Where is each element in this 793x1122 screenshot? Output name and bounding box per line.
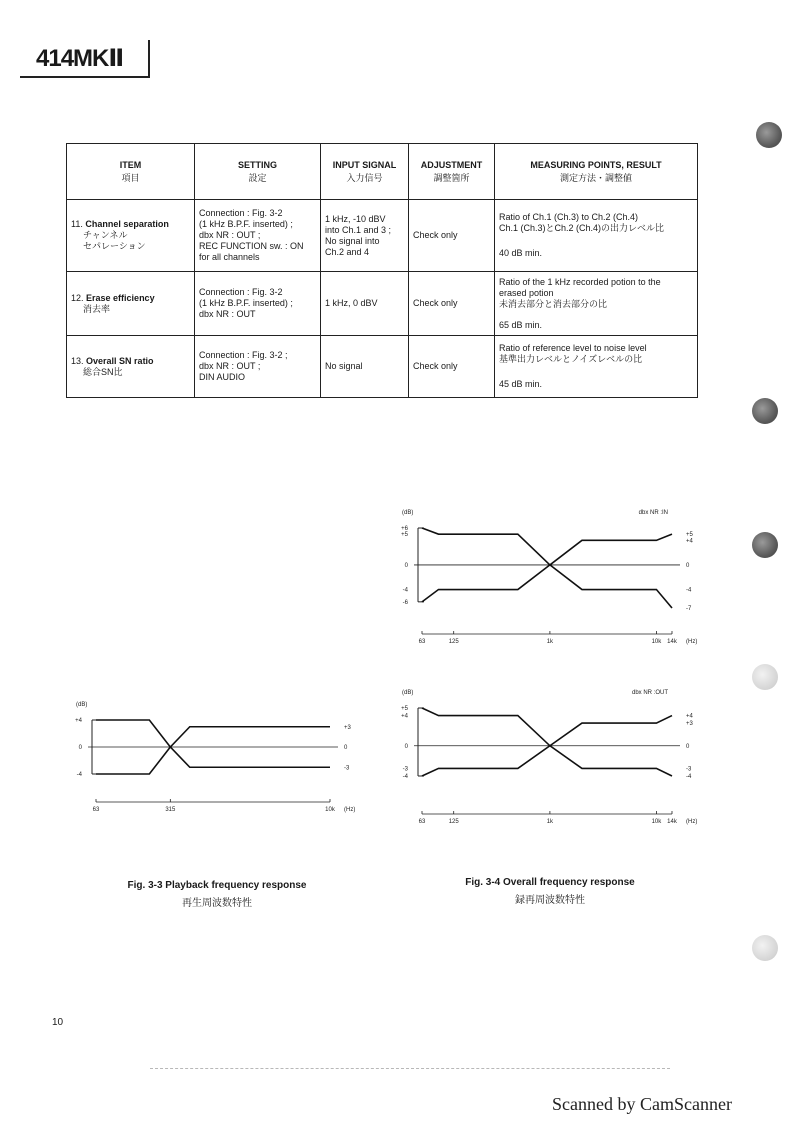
series-line-upper-limit [422, 528, 672, 565]
y-tick-label-left: -4 [402, 587, 408, 594]
y-tick-label-right: -3 [344, 765, 350, 772]
chart-legend-label: dbx NR :IN [638, 510, 668, 516]
y-tick-label-left: -6 [402, 599, 408, 606]
input-signal-cell: 1 kHz, -10 dBV into Ch.1 and 3 ; No signal into Ch.2 and 4 [321, 200, 409, 272]
table-row [67, 336, 698, 398]
item-cell: 11. Channel separation チャンネル セパレーション [67, 200, 195, 272]
y-tick-label-right: +4 [686, 713, 693, 720]
y-tick-label-left: 0 [404, 562, 408, 569]
adjustment-cell: Check only [409, 272, 495, 336]
y-tick-label-right: -3 [686, 766, 692, 773]
chart-legend-label: dbx NR :OUT [631, 690, 668, 696]
punch-hole-2 [752, 398, 778, 424]
x-tick-label: 315 [165, 807, 176, 813]
x-tick-label: 1k [546, 639, 554, 645]
x-tick-label: 63 [92, 807, 100, 813]
item-cell: 12. Erase efficiency 消去率 [67, 272, 195, 336]
chart-svg [60, 698, 380, 828]
y-axis-unit-label: (dB) [402, 690, 414, 696]
header-measuring-points: MEASURING POINTS, RESULT 測定方法・調整値 [495, 144, 698, 200]
y-tick-label-left: -3 [402, 766, 408, 773]
chart-svg [380, 682, 710, 832]
spec-table [66, 143, 698, 398]
header-adjustment: ADJUSTMENT 調整箇所 [409, 144, 495, 200]
table-row [67, 272, 698, 336]
y-tick-label-left: +4 [401, 713, 408, 720]
header-rule [20, 76, 150, 78]
y-tick-label-left: 0 [404, 743, 408, 750]
setting-cell: Connection : Fig. 3-2 (1 kHz B.P.F. inserted) ; dbx NR : OUT [195, 272, 321, 336]
page-number: 10 [52, 1017, 64, 1028]
punch-hole-4 [752, 664, 778, 690]
series-line-upper-limit [96, 720, 330, 747]
x-axis-unit-label: (Hz) [344, 807, 356, 813]
adjustment-cell: Check only [409, 336, 495, 398]
result-cell: Ratio of Ch.1 (Ch.3) to Ch.2 (Ch.4) Ch.1 (Ch.3)とCh.2 (Ch.4)の出力レベル比 40 dB min. [495, 200, 698, 272]
result-cell: Ratio of the 1 kHz recorded potion to the erased potion 未消去部分と消去部分の比 65 dB min. [495, 272, 698, 336]
y-axis-unit-label: (dB) [402, 510, 414, 516]
header-item: ITEM 項目 [67, 144, 195, 200]
y-tick-label-right: +5 [686, 532, 693, 539]
chart-playback-response [60, 698, 380, 828]
caption-fig-3-4: Fig. 3-4 Overall frequency response 録再周波数特性 [465, 877, 635, 906]
punch-hole-5 [752, 935, 778, 961]
y-tick-label-right: 0 [686, 562, 690, 569]
result-cell: Ratio of reference level to noise level 基準出力レベルとノイズレベルの比 45 dB min. [495, 336, 698, 398]
x-tick-label: 14k [667, 639, 677, 645]
x-axis-unit-label: (Hz) [686, 639, 698, 645]
chart-svg [380, 500, 710, 656]
x-tick-label: 125 [448, 819, 459, 825]
adjustment-cell: Check only [409, 200, 495, 272]
table-header-row [67, 144, 698, 200]
model-title: 414MKⅡ [36, 45, 124, 72]
setting-cell: Connection : Fig. 3-2 (1 kHz B.P.F. inserted) ; dbx NR : OUT ; REC FUNCTION sw. : ON for all channels [195, 200, 321, 272]
x-tick-label: 10k [325, 807, 335, 813]
header-setting: SETTING 設定 [195, 144, 321, 200]
series-line-lower-limit [422, 746, 672, 776]
header-vertical-rule [148, 40, 150, 78]
x-tick-label: 63 [418, 819, 426, 825]
y-axis-unit-label: (dB) [76, 702, 88, 708]
y-tick-label-left: 0 [78, 745, 82, 751]
y-tick-label-right: +3 [686, 721, 693, 728]
chart-overall-response-nr-in [380, 500, 710, 656]
y-tick-label-right: +4 [686, 538, 693, 545]
y-tick-label-left: +6 [401, 526, 408, 532]
caption-fig-3-3: Fig. 3-3 Playback frequency response 再生周波数特性 [127, 880, 307, 909]
y-tick-label-left: -4 [402, 774, 408, 780]
y-tick-label-right: -4 [686, 587, 692, 594]
y-tick-label-right: -7 [686, 606, 692, 612]
y-tick-label-right: +3 [344, 724, 351, 731]
series-line-lower-limit [422, 565, 672, 608]
header-input-signal: INPUT SIGNAL 入力信号 [321, 144, 409, 200]
y-tick-label-right: -4 [686, 774, 692, 780]
y-tick-label-left: +5 [401, 532, 408, 539]
x-tick-label: 63 [418, 639, 426, 645]
input-signal-cell: 1 kHz, 0 dBV [321, 272, 409, 336]
x-axis-unit-label: (Hz) [686, 819, 698, 825]
y-tick-label-left: +4 [75, 718, 82, 724]
punch-hole-3 [752, 532, 778, 558]
series-line-lower-limit [96, 747, 330, 774]
input-signal-cell: No signal [321, 336, 409, 398]
table-row [67, 200, 698, 272]
scanner-credit: Scanned by CamScanner [552, 1094, 732, 1114]
y-tick-label-left: -4 [76, 772, 82, 778]
x-tick-label: 10k [651, 639, 662, 645]
chart-overall-response-nr-out [380, 682, 710, 832]
punch-hole-1 [756, 122, 782, 148]
footer-rule [150, 1068, 670, 1069]
y-tick-label-right: 0 [686, 743, 690, 750]
setting-cell: Connection : Fig. 3-2 ; dbx NR : OUT ; DIN AUDIO [195, 336, 321, 398]
item-cell: 13. Overall SN ratio 総合SN比 [67, 336, 195, 398]
x-tick-label: 1k [546, 819, 554, 825]
x-tick-label: 10k [651, 819, 662, 825]
series-line-upper-limit [422, 708, 672, 746]
y-tick-label-right: 0 [344, 745, 348, 751]
x-tick-label: 14k [667, 819, 677, 825]
y-tick-label-left: +5 [401, 706, 408, 712]
x-tick-label: 125 [448, 639, 459, 645]
